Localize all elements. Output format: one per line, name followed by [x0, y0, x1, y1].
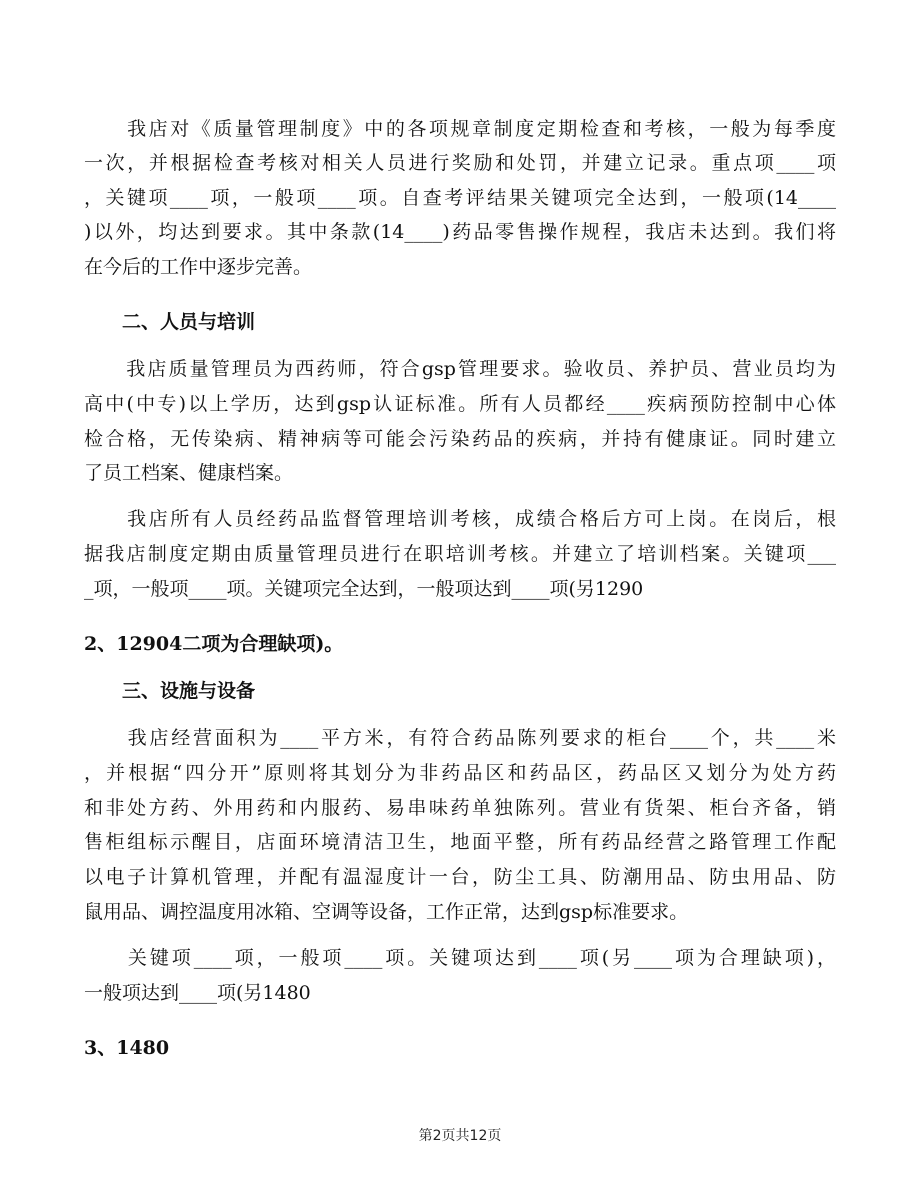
item-heading-3: 3、1480: [84, 1037, 170, 1059]
p5-line-1: 关键项____项，一般项____项。关键项达到____项(另____项为合理缺项)，: [84, 947, 836, 969]
p5-line-2: 一般项达到____项(另1480: [84, 982, 311, 1004]
p3-line-2: 据我店制度定期由质量管理员进行在职培训考核。并建立了培训档案。关键项___: [84, 543, 836, 565]
p1-line-3: ，关键项____项，一般项____项。自查考评结果关键项完全达到，一般项(14____: [84, 187, 836, 209]
p1-line-4: )以外，均达到要求。其中条款(14____)药品零售操作规程，我店未达到。我们将: [84, 221, 836, 243]
p4-line-2: ，并根据“四分开”原则将其划分为非药品区和药品区，药品区又划分为处方药: [84, 762, 836, 784]
p3-line-1: 我店所有人员经药品监督管理培训考核，成绩合格后方可上岗。在岗后，根: [84, 508, 836, 530]
p4-line-6: 鼠用品、调控温度用冰箱、空调等设备，工作正常，达到gsp标准要求。: [84, 901, 689, 923]
p1-line-2: 一次，并根据检查考核对相关人员进行奖励和处罚，并建立记录。重点项____项: [84, 152, 836, 174]
p2-line-2: 高中(中专)以上学历，达到gsp认证标准。所有人员都经____疾病预防控制中心体: [84, 393, 836, 415]
section-heading-facilities: 三、设施与设备: [84, 680, 256, 702]
p4-line-5: 以电子计算机管理，并配有温湿度计一台，防尘工具、防潮用品、防虫用品、防: [84, 866, 836, 888]
p2-line-4: 了员工档案、健康档案。: [84, 462, 294, 484]
p1-line-1: 我店对《质量管理制度》中的各项规章制度定期检查和考核，一般为每季度: [84, 118, 836, 140]
section-heading-personnel: 二、人员与培训: [84, 311, 256, 333]
p4-line-1: 我店经营面积为____平方米，有符合药品陈列要求的柜台____个，共____米: [84, 727, 836, 749]
p3-line-3: _项，一般项____项。关键项完全达到，一般项达到____项(另1290: [84, 578, 644, 600]
p2-line-3: 检合格，无传染病、精神病等可能会污染药品的疾病，并持有健康证。同时建立: [84, 428, 836, 450]
page-number-footer: 第2页共12页: [418, 1128, 502, 1144]
p2-line-1: 我店质量管理员为西药师，符合gsp管理要求。验收员、养护员、营业员均为: [84, 358, 836, 380]
item-heading-2: 2、12904二项为合理缺项)。: [84, 633, 344, 655]
p4-line-4: 售柜组标示醒目，店面环境清洁卫生，地面平整，所有药品经营之路管理工作配: [84, 831, 836, 853]
p1-line-5: 在今后的工作中逐步完善。: [84, 256, 313, 278]
p4-line-3: 和非处方药、外用药和内服药、易串味药单独陈列。营业有货架、柜台齐备，销: [84, 797, 836, 819]
